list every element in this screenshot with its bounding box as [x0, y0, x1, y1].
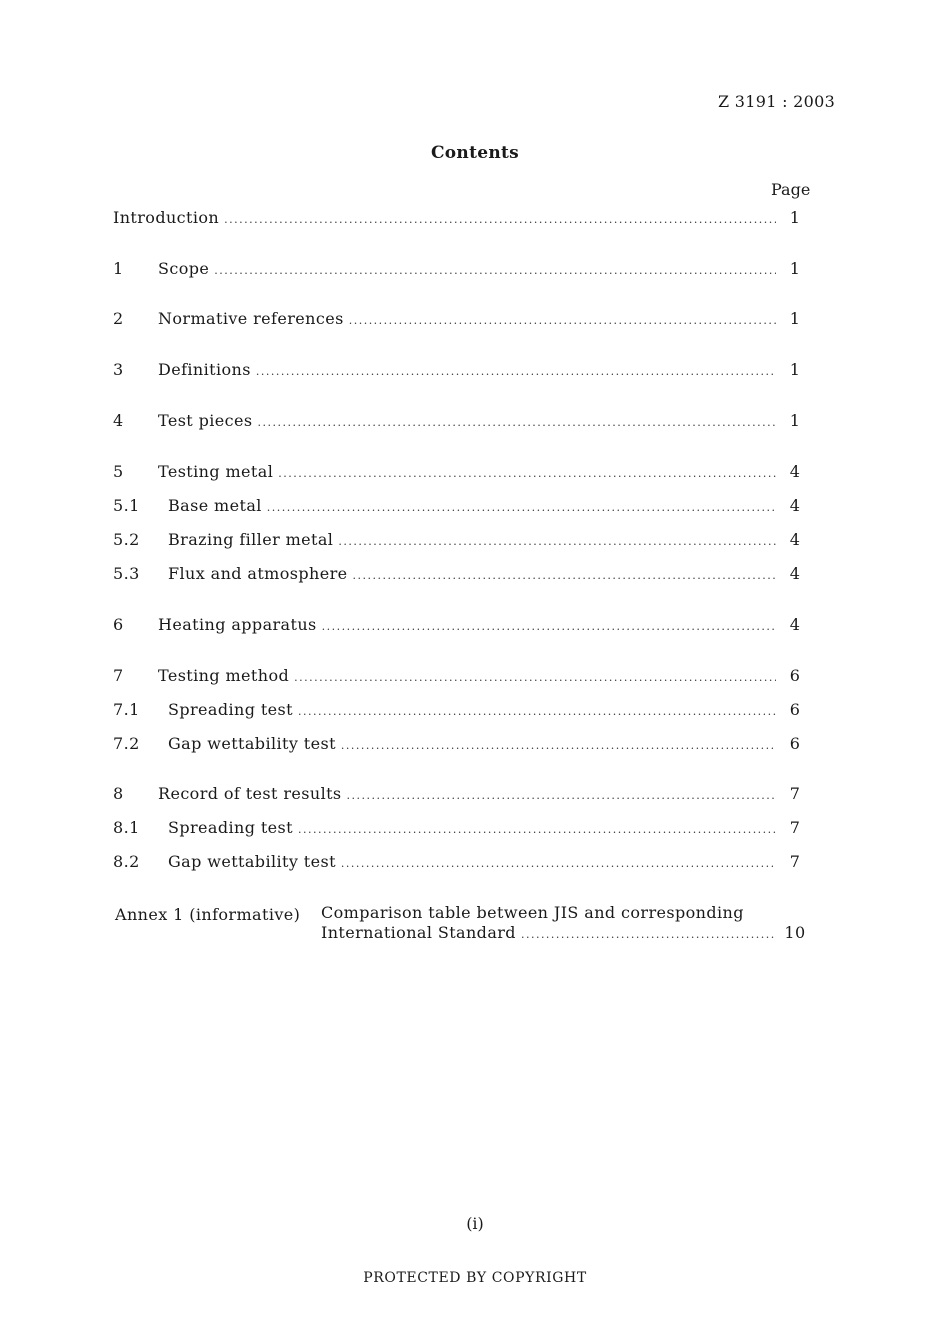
toc-label: Normative references — [158, 309, 344, 328]
toc-page: 4 — [789, 496, 801, 515]
toc-entry-introduction[interactable] — [113, 208, 810, 230]
dot-leader — [258, 416, 777, 429]
page-folio: (i) — [466, 1214, 484, 1233]
toc-page: 7 — [789, 784, 801, 803]
toc-entry-8-1[interactable] — [113, 818, 810, 840]
dot-leader — [256, 365, 776, 378]
toc-page: 7 — [789, 852, 801, 871]
toc-number: 3 — [113, 360, 124, 379]
dot-leader — [347, 789, 776, 802]
toc-page: 1 — [789, 259, 801, 278]
toc-entry-5-3[interactable] — [113, 564, 810, 586]
toc-label: Flux and atmosphere — [168, 564, 348, 583]
toc-label: Spreading test — [168, 700, 293, 719]
toc-entry-5-2[interactable] — [113, 530, 810, 552]
toc-page: 1 — [789, 208, 801, 227]
toc-page: 7 — [789, 818, 801, 837]
dot-leader — [224, 213, 776, 226]
page-column-header: Page — [771, 180, 811, 199]
toc-entry-1[interactable] — [113, 259, 810, 281]
toc-number: 5.2 — [113, 530, 140, 549]
page-title: Contents — [430, 143, 520, 163]
toc-entry-6[interactable] — [113, 615, 810, 637]
toc-label: Test pieces — [158, 411, 253, 430]
toc-page: 1 — [789, 360, 801, 379]
toc-number: 8.1 — [113, 818, 140, 837]
toc-page: 4 — [789, 530, 801, 549]
dot-leader — [521, 928, 776, 941]
toc-entry-8[interactable] — [113, 784, 810, 806]
toc-entry-7-1[interactable] — [113, 700, 810, 722]
dot-leader — [214, 264, 776, 277]
toc-label: Gap wettability test — [168, 734, 336, 753]
toc-entry-5[interactable] — [113, 462, 810, 484]
dot-leader — [349, 314, 776, 327]
toc-number: 7.2 — [113, 734, 140, 753]
toc-number: 4 — [113, 411, 124, 430]
toc-label: Brazing filler metal — [168, 530, 334, 549]
toc-page: 6 — [789, 700, 801, 719]
toc-page: 4 — [789, 615, 801, 634]
toc-entry-8-2[interactable] — [113, 852, 810, 874]
dot-leader — [294, 671, 776, 684]
toc-label: Heating apparatus — [158, 615, 317, 634]
toc-number: 5.1 — [113, 496, 140, 515]
toc-page: 4 — [789, 462, 801, 481]
dot-leader — [338, 535, 776, 548]
dot-leader — [341, 857, 776, 870]
toc-page: 4 — [789, 564, 801, 583]
toc-number: 2 — [113, 309, 124, 328]
dot-leader — [322, 620, 776, 633]
toc-label: Gap wettability test — [168, 852, 336, 871]
toc-label: Scope — [158, 259, 210, 278]
toc-entry-7[interactable] — [113, 666, 810, 688]
toc-number: 5 — [113, 462, 124, 481]
toc-page: 1 — [789, 411, 801, 430]
toc-label: Base metal — [168, 496, 262, 515]
toc-number: 6 — [113, 615, 124, 634]
dot-leader — [353, 569, 776, 582]
toc-label: Definitions — [158, 360, 251, 379]
dot-leader — [298, 705, 776, 718]
dot-leader — [298, 823, 776, 836]
toc-page: 10 — [784, 923, 806, 942]
toc-number: 1 — [113, 259, 124, 278]
dot-leader — [267, 501, 776, 514]
toc-page: 6 — [789, 734, 801, 753]
annex-label: Annex 1 (informative) — [115, 905, 301, 924]
toc-entry-4[interactable] — [113, 411, 810, 433]
toc-number: 8.2 — [113, 852, 140, 871]
toc-number: 8 — [113, 784, 124, 803]
annex-title-line2: International Standard — [321, 923, 516, 942]
copyright-notice: PROTECTED BY COPYRIGHT — [363, 1270, 587, 1286]
toc-entry-7-2[interactable] — [113, 734, 810, 756]
dot-leader — [278, 467, 776, 480]
toc-page: 1 — [789, 309, 801, 328]
toc-number: 7 — [113, 666, 124, 685]
dot-leader — [341, 739, 776, 752]
toc-label: Testing metal — [158, 462, 274, 481]
toc-number: 5.3 — [113, 564, 140, 583]
toc-label: Testing method — [158, 666, 290, 685]
toc-number: 7.1 — [113, 700, 140, 719]
standard-id: Z 3191 : 2003 — [718, 92, 836, 111]
toc-entry-5-1[interactable] — [113, 496, 810, 518]
toc-entry-2[interactable] — [113, 309, 810, 331]
toc-label: Record of test results — [158, 784, 342, 803]
toc-entry-3[interactable] — [113, 360, 810, 382]
toc-page: 6 — [789, 666, 801, 685]
annex-title-line1: Comparison table between JIS and corresponding — [321, 903, 744, 922]
toc-label: Introduction — [113, 208, 220, 227]
toc-label: Spreading test — [168, 818, 293, 837]
